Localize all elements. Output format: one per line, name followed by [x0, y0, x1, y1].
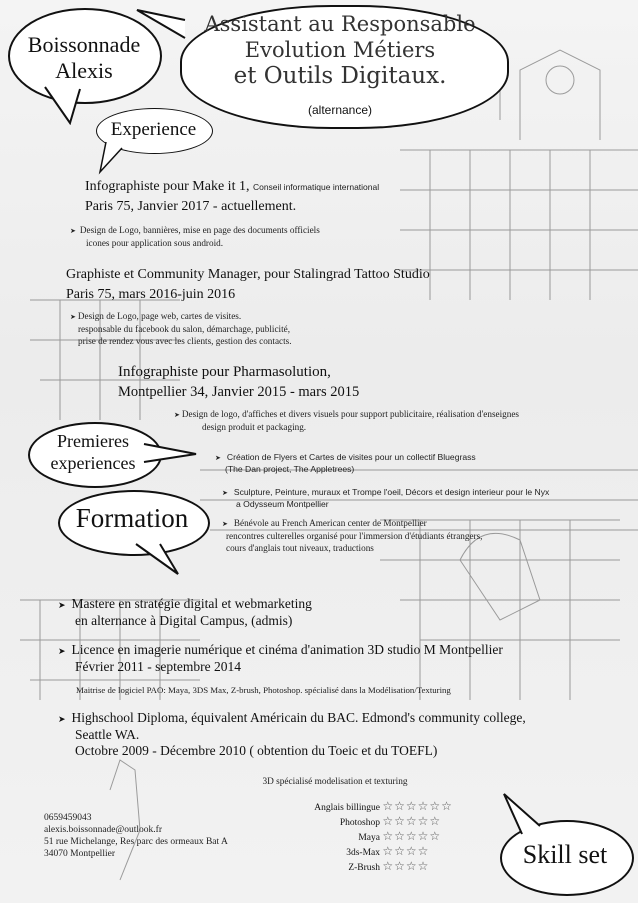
skill-label: 3ds-Max	[346, 848, 380, 858]
formation1	[58, 596, 598, 629]
skill-stars: ☆☆☆☆	[382, 844, 430, 858]
first-exp2-line2: a Odysseum Montpellier	[236, 499, 329, 509]
contact-phone: 0659459043	[44, 813, 92, 823]
exp1-title: Infographiste pour Make it 1,	[85, 179, 250, 194]
exp3-detail-line2: design produit et packaging.	[202, 422, 307, 432]
formation1-line2: en alternance à Digital Campus, (admis)	[75, 613, 293, 628]
experience-bubble-tail	[96, 140, 136, 180]
exp1-place-date: Paris 75, Janvier 2017 - actuellement.	[85, 199, 297, 214]
skill-row	[270, 815, 490, 830]
exp1-company-note: Conseil informatique international	[252, 182, 380, 192]
bullet-icon: ➤	[58, 714, 66, 724]
formation-heading: Formation	[75, 503, 189, 533]
job-title-note: (alternance)	[307, 103, 373, 117]
exp2-detail-line3: prise de rendez vous avec les clients, gestion des contacts.	[78, 336, 292, 346]
first-exp3-line2: rencontres culterelles organisé pour l'immersion d'étudiants étrangers,	[226, 531, 483, 541]
bullet-icon: ➤	[70, 313, 76, 321]
first-experiences-heading-line2: experiences	[50, 453, 136, 473]
exp3-place-date: Montpellier 34, Janvier 2015 - mars 2015	[118, 384, 360, 400]
exp1-detail-line1: Design de Logo, bannières, mise en page des documents officiels	[79, 225, 320, 235]
exp1-title-row	[85, 178, 555, 195]
bullet-icon: ➤	[215, 455, 221, 462]
skill-stars: ☆☆☆☆	[382, 859, 430, 873]
skill-stars: ☆☆☆☆☆	[382, 814, 442, 828]
formation-bubble-tail	[130, 540, 190, 580]
first-exp2	[222, 487, 622, 510]
exp3-detail-line1: Design de logo, d'affiches et divers visuels pour support publicitaire, réalisation d'enseignes	[181, 409, 520, 419]
formation2	[58, 642, 618, 675]
first-experiences-heading	[28, 430, 158, 474]
contact-address-line1: 51 rue Michelange, Res parc des ormeaux Bat A	[44, 837, 228, 847]
candidate-name-first: Boissonnade	[27, 32, 141, 57]
formation2-line1: Licence en imagerie numérique et cinéma d'animation 3D studio M Montpellier	[71, 642, 503, 657]
first-exp1-line1: Création de Flyers et Cartes de visites pour un collectif Bluegrass	[226, 452, 476, 462]
skill-label: Maya	[358, 833, 380, 843]
job-title-line1: Assistant au Responsable	[204, 12, 476, 36]
formation3-line1: Highschool Diploma, équivalent Américain du BAC. Edmond's community college,	[71, 710, 526, 725]
bullet-icon: ➤	[58, 646, 66, 656]
skill-stars: ☆☆☆☆☆☆	[382, 799, 453, 813]
formation2-note: Maitrise de logiciel PAO: Maya, 3DS Max, Z-brush, Photoshop. spécialisé dans la Modélisation/Texturing	[76, 685, 451, 695]
first-exp3	[222, 517, 522, 554]
job-title-line3: et Outils Digitaux.	[233, 63, 447, 89]
formation1-line1: Mastere en stratégie digital et webmarketing	[71, 596, 312, 611]
bullet-icon: ➤	[174, 411, 180, 419]
formation3-line3: Octobre 2009 - Décembre 2010 ( obtention du Toeic et du TOEFL)	[75, 743, 438, 758]
contact-address-line2: 34070 Montpellier	[44, 849, 115, 859]
bullet-icon: ➤	[58, 600, 66, 610]
skill-label: Z-Brush	[348, 863, 380, 873]
bullet-icon: ➤	[222, 520, 228, 528]
exp2-detail-line1: Design de Logo, page web, cartes de visites.	[77, 311, 242, 321]
exp1-details	[70, 224, 470, 249]
skill-stars: ☆☆☆☆☆	[382, 829, 442, 843]
bullet-icon: ➤	[222, 490, 228, 497]
formation3	[58, 710, 628, 759]
first-exp1	[215, 452, 605, 475]
skill-row	[270, 860, 490, 875]
exp1-detail-line2: icones pour application sous android.	[86, 238, 224, 248]
skills-heading: Skill set	[522, 840, 608, 869]
experience-heading: Experience	[110, 119, 197, 140]
skills-bubble-tail	[500, 790, 550, 840]
first-exp3-line1: Bénévole au French American center de Montpellier	[233, 518, 427, 528]
contact-block	[44, 812, 284, 860]
exp2-title: Graphiste et Community Manager, pour Stalingrad Tattoo Studio	[66, 267, 430, 282]
skills-heading-text: 3D spécialisé modelisation et texturing	[262, 777, 408, 787]
first-experiences-heading-line1: Premieres	[57, 431, 129, 451]
exp2-details	[70, 310, 390, 347]
skill-row	[270, 845, 490, 860]
name-bubble-tail	[40, 85, 100, 125]
exp3-title: Infographiste pour Pharmasolution,	[118, 364, 331, 380]
formation3-line2: Seattle WA.	[75, 727, 140, 742]
skill-row	[270, 800, 490, 815]
job-title-line2: Evolution Métiers	[244, 38, 436, 62]
contact-email: alexis.boissonnade@outlook.fr	[44, 825, 162, 835]
skill-label: Anglais billingue	[314, 803, 380, 813]
first-exp3-line3: cours d'anglais tout niveaux, traductions	[226, 543, 374, 553]
skill-label: Photoshop	[339, 818, 380, 828]
exp3-details	[174, 408, 614, 433]
exp2-detail-line2: responsable du facebook du salon, démarchage, publicité,	[78, 324, 291, 334]
candidate-name-second: Alexis	[55, 58, 113, 83]
exp2-place-date: Paris 75, mars 2016-juin 2016	[66, 287, 236, 302]
bullet-icon: ➤	[70, 227, 76, 235]
first-exp2-line1: Sculpture, Peinture, muraux et Trompe l'oeil, Décors et design interieur pour le Nyx	[233, 487, 550, 497]
skill-row	[270, 830, 490, 845]
first-exp1-line2: (The Dan project, The Appletrees)	[225, 464, 355, 474]
formation2-line2: Février 2011 - septembre 2014	[75, 659, 241, 674]
